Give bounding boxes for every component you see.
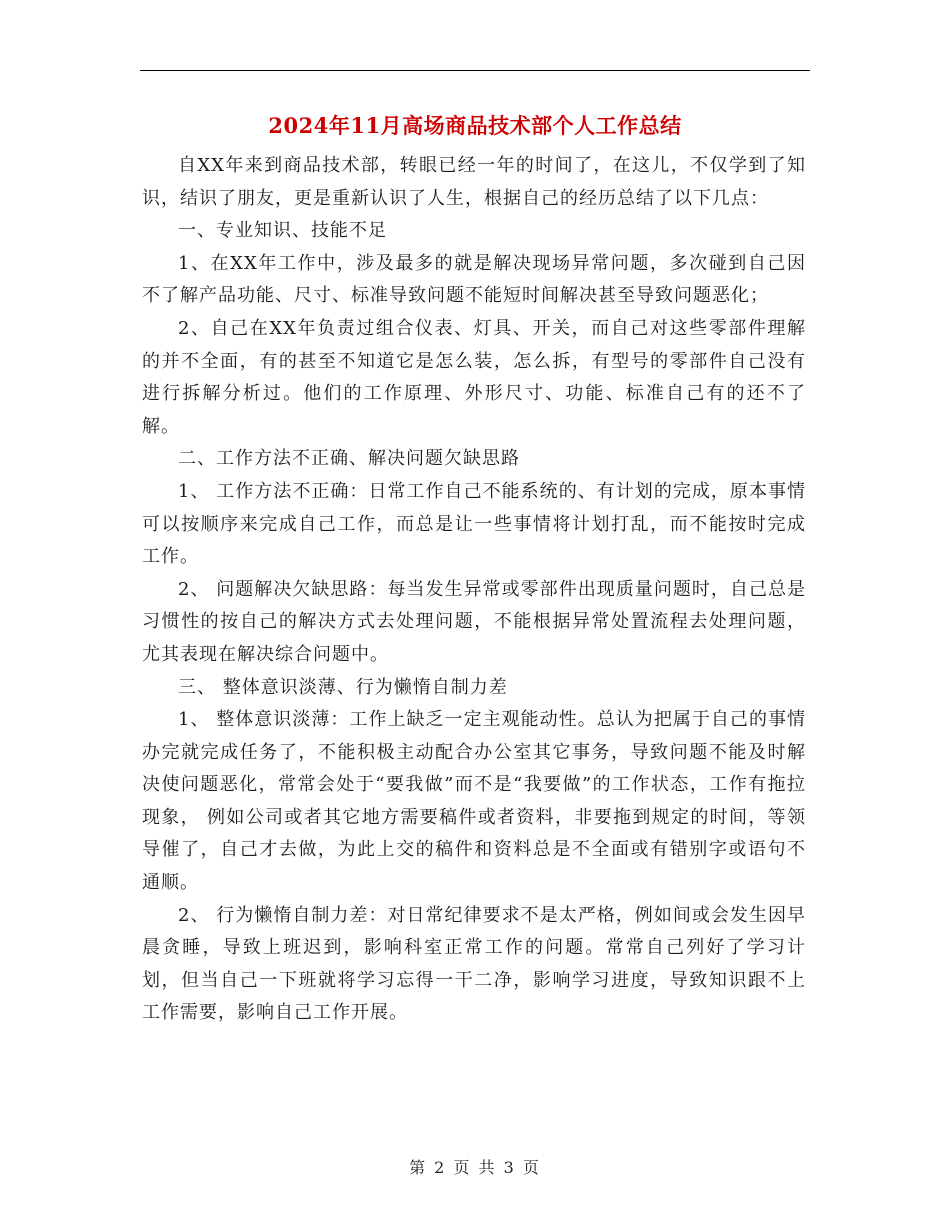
document-body	[142, 150, 806, 1030]
body-paragraph: 1、 整体意识淡薄：工作上缺乏一定主观能动性。总认为把属于自己的事情办完就完成任务了，不能积极主动配合办公室其它事务，导致问题不能及时解决使问题恶化，常常会处于“要我做”而不是“我要做”的工作状态，工作有拖拉现象， 例如公司或者其它地方需要稿件或者资料，非要拖到规定的时间，等领导催了，自己才去做，为此上交的稿件和资料总是不全面或有错别字或语句不通顺。	[142, 709, 806, 894]
body-paragraph: 1、 工作方法不正确：日常工作自己不能系统的、有计划的完成，原本事情可以按顺序来完成自己工作，而总是让一些事情将计划打乱，而不能按时完成工作。	[142, 480, 806, 568]
document-title: 2024年11月高场商品技术部个人工作总结	[268, 113, 682, 138]
header-rule	[140, 70, 810, 71]
section-heading-2: 二、工作方法不正确、解决问题欠缺思路	[178, 448, 520, 470]
body-paragraph: 2、自己在XX年负责过组合仪表、灯具、开关，而自己对这些零部件理解的并不全面，有的甚至不知道它是怎么装，怎么拆，有型号的零部件自己没有进行拆解分析过。他们的工作原理、外形尺寸、功能、标准自己有的还不了解。	[142, 317, 806, 437]
section-heading-3: 三、 整体意识淡薄、行为懒惰自制力差	[178, 676, 508, 698]
body-paragraph: 1、在XX年工作中，涉及最多的就是解决现场异常问题，多次碰到自己因不了解产品功能、尺寸、标准导致问题不能短时间解决甚至导致问题恶化；	[142, 252, 806, 307]
section-heading-1: 一、专业知识、技能不足	[178, 220, 387, 242]
body-paragraph: 2、 行为懒惰自制力差：对日常纪律要求不是太严格，例如间或会发生因早晨贪睡，导致上班迟到，影响科室正常工作的问题。常常自己列好了学习计划，但当自己一下班就将学习忘得一干二净，影响学习进度，导致知识跟不上工作需要，影响自己工作开展。	[142, 904, 806, 1024]
intro-paragraph: 自XX年来到商品技术部，转眼已经一年的时间了，在这儿，不仅学到了知识，结识了朋友，更是重新认识了人生，根据自己的经历总结了以下几点：	[142, 155, 806, 209]
page-footer: 第 2 页 共 3 页	[409, 1158, 541, 1177]
body-paragraph: 2、 问题解决欠缺思路：每当发生异常或零部件出现质量问题时，自己总是习惯性的按自己的解决方式去处理问题，不能根据异常处置流程去处理问题，尤其表现在解决综合问题中。	[142, 578, 806, 665]
